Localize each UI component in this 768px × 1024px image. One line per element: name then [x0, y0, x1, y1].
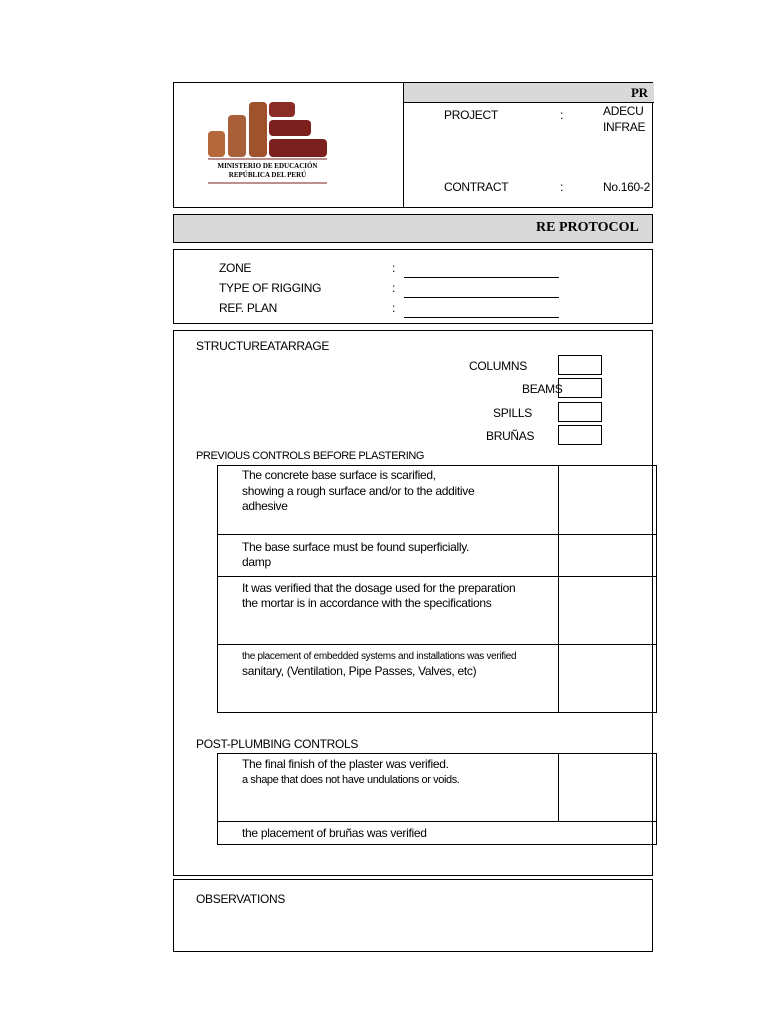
ministry-logo: [205, 100, 330, 188]
project-colon: :: [560, 108, 564, 122]
zone-label: ZONE: [219, 261, 252, 275]
rigging-label: TYPE OF RIGGING: [219, 281, 322, 295]
beams-checkbox[interactable]: [558, 378, 602, 398]
post-controls-heading: POST-PLUMBING CONTROLS: [196, 737, 359, 751]
rigging-colon: :: [392, 281, 396, 295]
spills-checkbox[interactable]: [558, 402, 602, 422]
logo-line-2: REPÚBLICA DEL PERÚ: [228, 171, 307, 179]
project-value-line-1: ADECU: [603, 104, 644, 118]
ref-plan-field[interactable]: [404, 317, 559, 318]
zone-field[interactable]: [404, 277, 559, 278]
prev-item-4-check-cell[interactable]: [559, 645, 642, 712]
prev-item-4-line-1: the placement of embedded systems and installations was verified: [242, 651, 517, 662]
prev-item-1-line-2: showing a rough surface and/or to the additive: [242, 484, 475, 498]
project-label: PROJECT: [444, 108, 498, 122]
brunas-checkbox[interactable]: [558, 425, 602, 445]
prev-item-2-line-1: The base surface must be found superficially.: [242, 540, 470, 554]
contract-value: No.160-2: [603, 180, 650, 194]
zone-colon: :: [392, 261, 396, 275]
columns-label: COLUMNS: [469, 359, 527, 373]
post-row-divider-1: [217, 821, 657, 822]
ref-plan-colon: :: [392, 301, 396, 315]
header-title-bar: [404, 83, 654, 103]
prev-item-3-line-1: It was verified that the dosage used for the preparation: [242, 581, 516, 595]
prev-item-2-check-cell[interactable]: [559, 535, 642, 575]
contract-colon: :: [560, 180, 564, 194]
observations-field[interactable]: [190, 910, 640, 948]
post-item-1-line-1: The final finish of the plaster was verified.: [242, 757, 449, 771]
structure-heading: STRUCTUREATARRAGE: [196, 339, 330, 353]
brunas-label: BRUÑAS: [486, 429, 535, 443]
spills-label: SPILLS: [493, 406, 532, 420]
beams-label: BEAMS: [522, 382, 563, 396]
prev-item-2-line-2: damp: [242, 555, 271, 569]
protocol-banner-title: RE PROTOCOL: [536, 220, 639, 235]
logo-line-1: MINISTERIO DE EDUCACIÓN: [217, 162, 318, 170]
prev-item-1-line-1: The concrete base surface is scarified,: [242, 468, 436, 482]
prev-item-4-line-2: sanitary, (Ventilation, Pipe Passes, Valves, etc): [242, 664, 477, 678]
header-title: PR: [631, 85, 648, 100]
prev-item-1-line-3: adhesive: [242, 499, 288, 513]
prev-item-1-check-cell[interactable]: [559, 466, 642, 533]
project-value-line-2: INFRAE: [603, 120, 646, 134]
previous-controls-heading: PREVIOUS CONTROLS BEFORE PLASTERING: [196, 450, 425, 462]
observations-label: OBSERVATIONS: [196, 892, 286, 906]
post-item-1-check-cell[interactable]: [559, 754, 642, 820]
prev-item-3-line-2: the mortar is in accordance with the specifications: [242, 596, 492, 610]
columns-checkbox[interactable]: [558, 355, 602, 375]
post-item-1-line-2: a shape that does not have undulations or voids.: [242, 774, 460, 786]
prev-item-3-check-cell[interactable]: [559, 577, 642, 643]
post-item-2-line-1: the placement of bruñas was verified: [242, 826, 427, 840]
contract-label: CONTRACT: [444, 180, 509, 194]
rigging-field[interactable]: [404, 297, 559, 298]
ref-plan-label: REF. PLAN: [219, 301, 277, 315]
